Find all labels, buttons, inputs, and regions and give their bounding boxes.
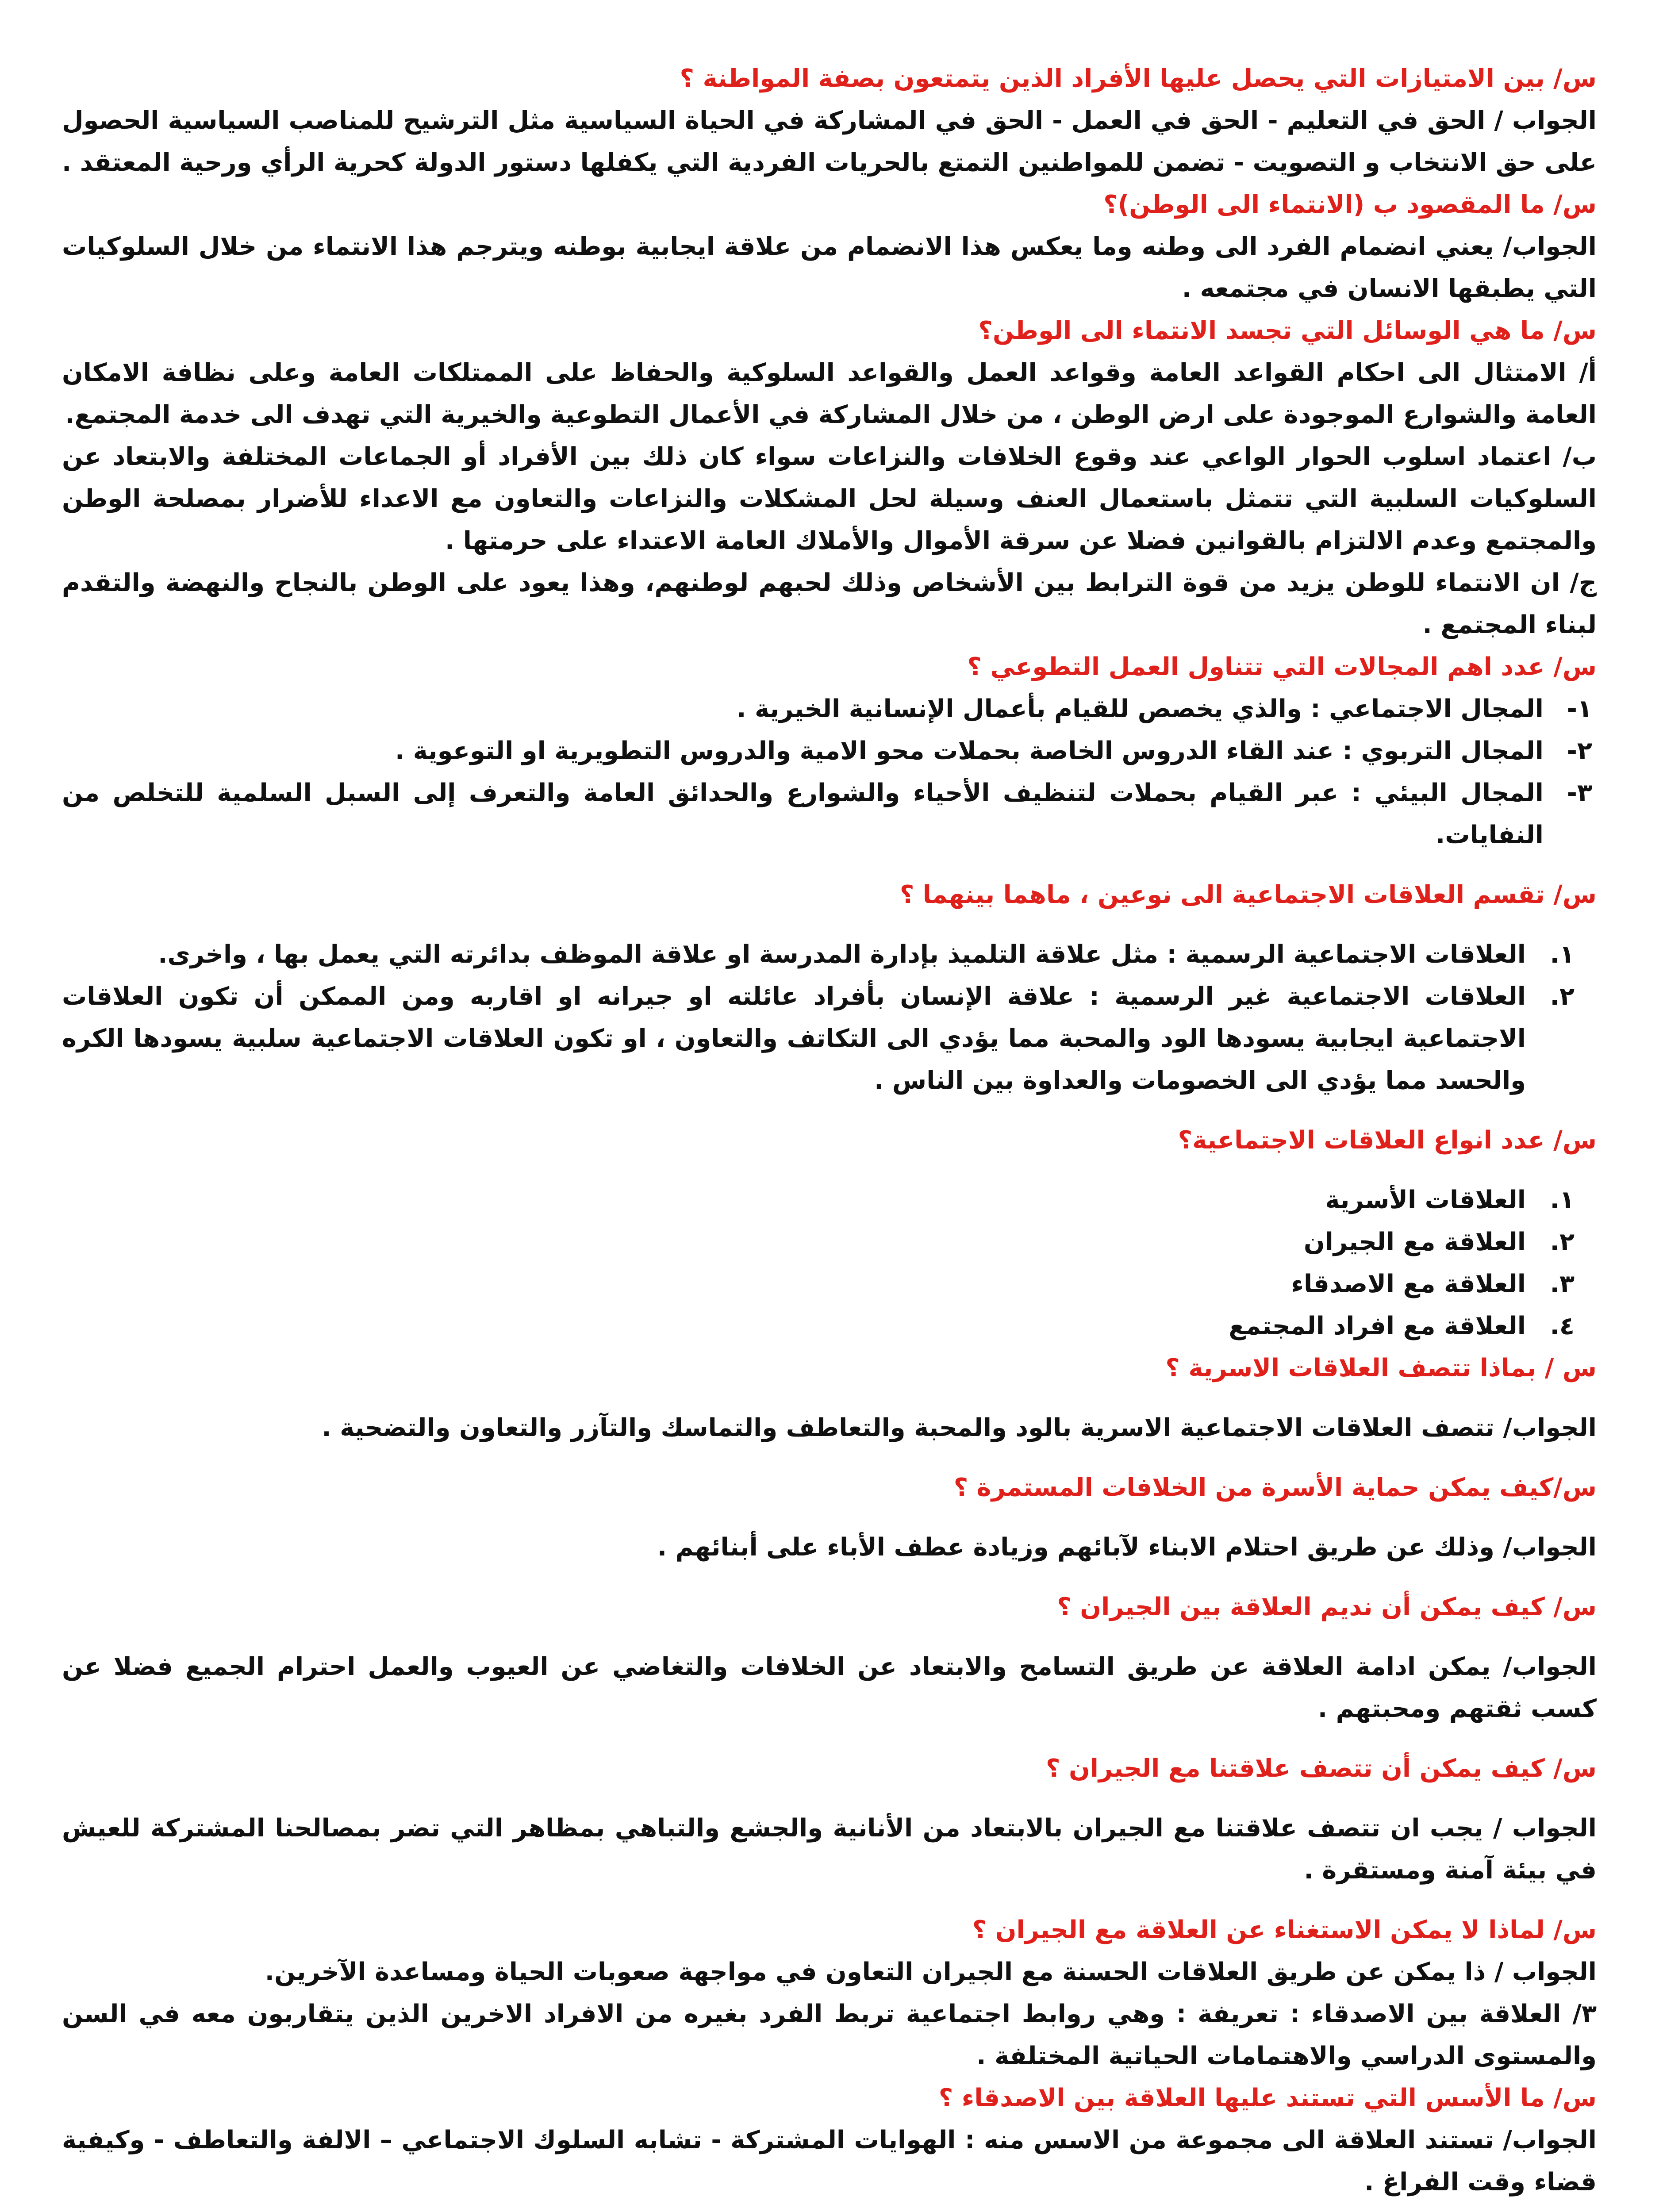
list-item [62,1263,1579,1305]
list-item-number: ٢. [1550,1228,1575,1256]
answer-paragraph: الجواب/ يمكن ادامة العلاقة عن طريق التسامح والابتعاد عن الخلافات والتغاضي عن العيوب والعمل احترام الجميع فضلا عن كسب ثقتهم ومحبتهم . [62,1652,1597,1723]
list-item-number: ٤. [1550,1312,1575,1340]
answer-paragraph: الجواب/ تستند العلاقة الى مجموعة من الاسس منه : الهوايات المشتركة - تشابه السلوك الاجتماعي – الالفة والتعاطف - وكيفية قضاء وقت الفراغ . [62,2126,1597,2197]
answer-paragraph: ب/ اعتماد اسلوب الحوار الواعي عند وقوع الخلافات والنزاعات سواء كان ذلك بين الأفراد أو الجماعات المختلفة والابتعاد عن السلوكيات السلبية التي تتمثل باستعمال العنف وسيلة لحل المشكلات والنزاعات والتعاون مع الاعداء للأضرار بمصلحة الوطن والمجتمع وعدم الالتزام بالقوانين فضلا عن سرقة الأموال والأملاك العامة الاعتداء على حرمتها . [62,442,1597,555]
question-heading: س/كيف يمكن حماية الأسرة من الخلافات المستمرة ؟ [953,1473,1597,1502]
answer-paragraph: الجواب/ تتصف العلاقات الاجتماعية الاسرية بالود والمحبة والتعاطف والتماسك والتآزر والتعاون والتضحية . [322,1413,1597,1442]
list-item-number: ١. [1550,940,1575,969]
question-heading: س/ كيف يمكن أن نديم العلاقة بين الجيران ؟ [1057,1593,1597,1621]
list-item [62,975,1579,1102]
list-item-number: ٢- [1567,737,1592,765]
question-heading: س/ ما الأسس التي تستند عليها العلاقة بين الاصدقاء ؟ [938,2084,1597,2112]
list-item-text: العلاقة مع الاصدقاء [1291,1270,1526,1298]
list-item [62,1305,1579,1347]
answer-paragraph: الجواب/ يعني انضمام الفرد الى وطنه وما يعكس هذا الانضمام من علاقة ايجابية بوطنه ويترجم هذا الانتماء من خلال السلوكيات التي يطبقها الانسان في مجتمعه . [62,232,1597,303]
question-heading: س / بماذا تتصف العلاقات الاسرية ؟ [1165,1354,1597,1382]
list-item-text: العلاقة مع افراد المجتمع [1229,1312,1526,1340]
answer-paragraph: الجواب / يجب ان تتصف علاقتنا مع الجيران بالابتعاد من الأنانية والجشع والتباهي بمظاهر التي تضر بمصالحنا المشتركة للعيش في بيئة آمنة ومستقرة . [62,1814,1597,1885]
answer-paragraph: الجواب / الحق في التعليم - الحق في العمل - الحق في المشاركة في الحياة السياسية مثل الترشيح للمناصب السياسية الحصول على حق الانتخاب و التصويت - تضمن للمواطنين التمتع بالحريات الفردية التي يكفلها دستور الدولة كحرية الرأي ورحية المعتقد . [62,106,1597,177]
question-heading: س/ عدد اهم المجالات التي تتناول العمل التطوعي ؟ [967,653,1597,681]
list-item-text: العلاقة مع الجيران [1303,1228,1526,1256]
numbered-list [62,688,1597,856]
answer-paragraph: أ/ الامتثال الى احكام القواعد العامة وقواعد العمل والقواعد السلوكية والحفاظ على الممتلكات العامة وعلى نظافة الامكان العامة والشوارع الموجودة على ارض الوطن ، من خلال المشاركة في الأعمال التطوعية والخيرية التي تهدف الى خدمة المجتمع. [62,358,1597,429]
question-heading: س/ بين الامتيازات التي يحصل عليها الأفراد الذين يتمتعون بصفة المواطنة ؟ [680,64,1597,93]
page-content [62,58,1597,2203]
list-item-number: ٢. [1550,982,1575,1011]
list-item-text: العلاقات الأسرية [1325,1186,1526,1214]
question-heading: س/ لماذا لا يمكن الاستغناء عن العلاقة مع الجيران ؟ [972,1916,1597,1944]
list-item-number: ١. [1550,1186,1575,1214]
list-item [62,933,1579,975]
question-heading: س/ عدد انواع العلاقات الاجتماعية؟ [1178,1126,1597,1155]
question-heading: س/ ما هي الوسائل التي تجسد الانتماء الى الوطن؟ [978,316,1597,345]
list-item-text: المجال البيئي : عبر القيام بحملات لتنظيف الأحياء والشوارع والحدائق العامة والتعرف إلى السبل السلمية للتخلص من النفايات. [62,779,1544,849]
answer-paragraph: ٣/ العلاقة بين الاصدقاء : تعريفة : وهي روابط اجتماعية تربط الفرد بغيره من الافراد الاخرين الذين يتقاربون معه في السن والمستوى الدراسي والاهتمامات الحياتية المختلفة . [62,2000,1597,2070]
list-item [62,1221,1579,1263]
answer-paragraph: الجواب/ وذلك عن طريق احتلام الابناء لآبائهم وزيادة عطف الأباء على أبنائهم . [657,1533,1597,1562]
list-item [62,688,1597,730]
list-item-number: ٣- [1567,779,1592,807]
list-item-text: العلاقات الاجتماعية الرسمية : مثل علاقة التلميذ بإدارة المدرسة او علاقة الموظف بدائرته التي يعمل بها ، واخرى. [158,940,1526,969]
list-item-number: ١- [1567,695,1592,723]
numbered-list [62,933,1597,1102]
list-item-number: ٣. [1550,1270,1575,1298]
list-item [62,730,1597,772]
list-item-text: المجال الاجتماعي : والذي يخصص للقيام بأعمال الإنسانية الخيرية . [737,695,1544,723]
list-item-text: العلاقات الاجتماعية غير الرسمية : علاقة الإنسان بأفراد عائلته او جيرانه او اقاربه ومن الممكن أن تكون العلاقات الاجتماعية ايجابية يسودها الود والمحبة مما يؤدي الى التكاتف والتعاون ، او تكون العلاقات الاجتماعية سلبية يسودها الكره والحسد مما يؤدي الى الخصومات والعداوة بين الناس . [62,982,1526,1095]
numbered-list [62,1179,1597,1347]
answer-paragraph: ج/ ان الانتماء للوطن يزيد من قوة الترابط بين الأشخاص وذلك لحبهم لوطنهم، وهذا يعود على الوطن بالنجاح والنهضة والتقدم لبناء المجتمع . [62,568,1597,639]
answer-paragraph: الجواب / ذا يمكن عن طريق العلاقات الحسنة مع الجيران التعاون في مواجهة صعوبات الحياة ومساعدة الآخرين. [265,1958,1597,1986]
question-heading: س/ ما المقصود ب (الانتماء الى الوطن)؟ [1103,190,1597,219]
list-item-text: المجال التربوي : عند القاء الدروس الخاصة بحملات محو الامية والدروس التطويرية او التوعوية . [395,737,1544,765]
list-item [62,1179,1579,1221]
list-item [62,772,1597,856]
question-heading: س/ تقسم العلاقات الاجتماعية الى نوعين ، ماهما بينهما ؟ [899,880,1597,909]
question-heading: س/ كيف يمكن أن تتصف علاقتنا مع الجيران ؟ [1046,1754,1597,1783]
